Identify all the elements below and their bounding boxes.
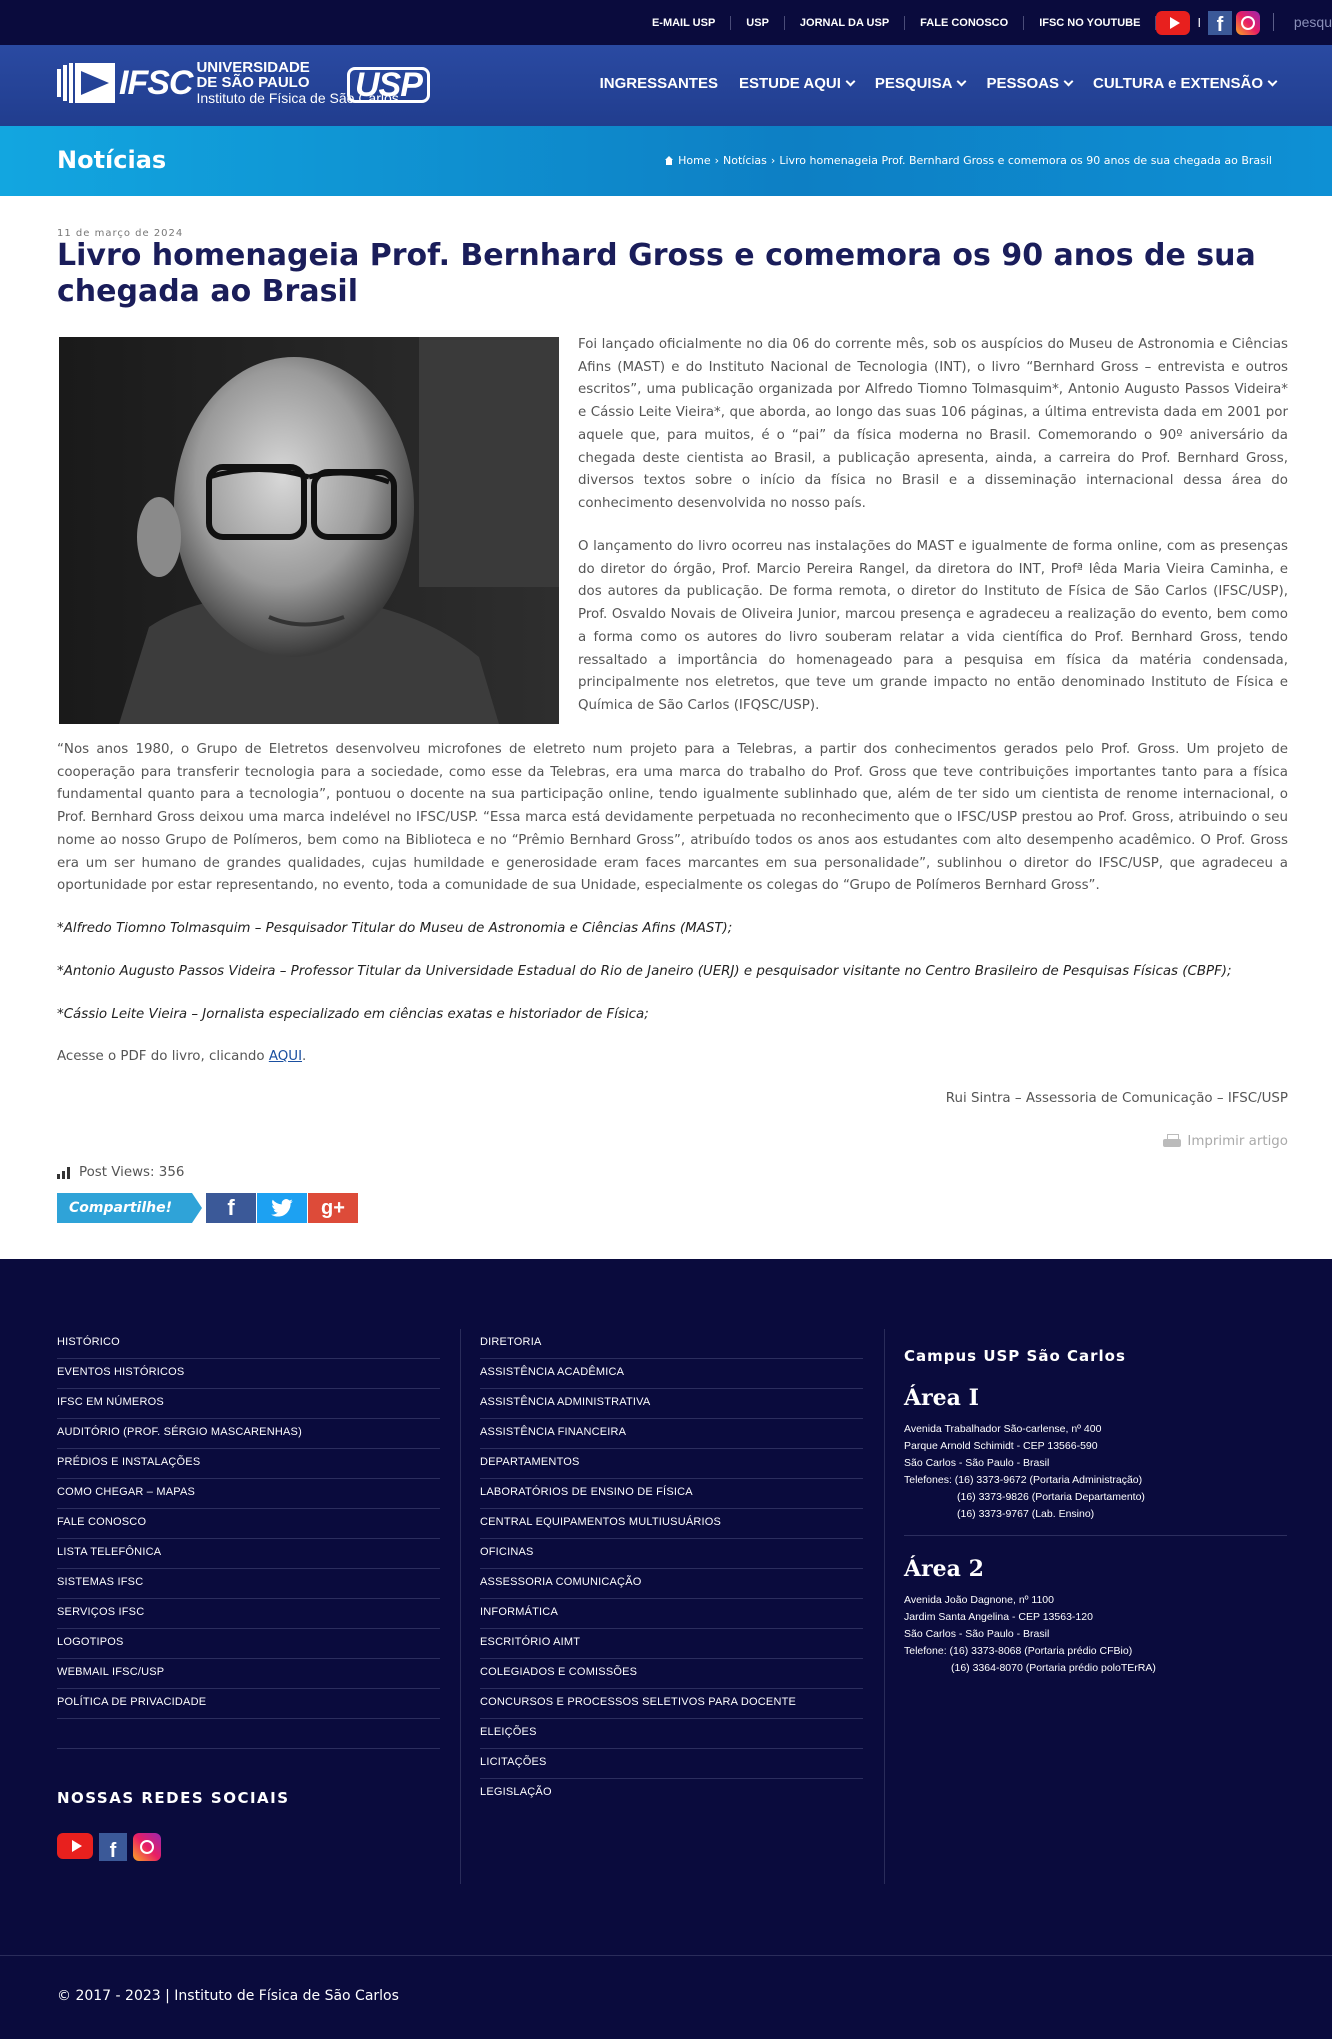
footer-social-icons [57,1833,161,1861]
footer-link[interactable]: LABORATÓRIOS DE ENSINO DE FÍSICA [480,1479,863,1509]
footer-link[interactable]: EVENTOS HISTÓRICOS [57,1359,440,1389]
usp-logo[interactable]: USP [347,67,430,103]
article-paragraph: Foi lançado oficialmente no dia 06 do corrente mês, sob os auspícios do Museu de Astronomia e Ciências Afins (MAST) e do Instituto Nacional de Tecnologia (INT), o livro “Bernhard Gross – entrevista e outros escritos”, uma publicação organizada por Alfredo Tiomno Tolmasquim*, Antonio Augusto Passos Videira* e Cássio Leite Vieira*, que aborda, ao longo das suas 106 páginas, a última entrevista dada em 2001 por aquele que, para muitos, é o “pai” da física moderna no Brasil. Comemorando o 90º aniversário da chegada deste cientista ao Brasil, a publicação apresenta, ainda, a carreira do Prof. Bernhard Gross, diversos textos sobre o início da física no Brasil e a disseminação internacional dessa área do conhecimento desenvolvida no nosso país. [578,337,1288,511]
footer-link[interactable]: LISTA TELEFÔNICA [57,1539,440,1569]
address-line: São Carlos - São Paulo - Brasil [904,1628,1050,1640]
logo-line-3: Instituto de Física de São Carlos [196,90,399,106]
footer-link[interactable]: FALE CONOSCO [57,1509,440,1539]
chevron-down-icon [957,77,967,87]
youtube-icon[interactable] [57,1833,93,1859]
footer-link[interactable]: ESCRITÓRIO AIMT [480,1629,863,1659]
footer-links-col2 [480,1329,863,1809]
address-line: São Carlos - São Paulo - Brasil [904,1457,1050,1469]
address-line: Parque Arnold Schimidt - CEP 13566-590 [904,1440,1098,1452]
nav-label: PESQUISA [874,75,953,92]
nav-label: INGRESSANTES [599,75,718,92]
main-header [0,45,1332,126]
address-line: (16) 3373-9767 (Lab. Ensino) [957,1508,1095,1520]
bar-chart-icon [57,1167,71,1179]
article-paragraph: O lançamento do livro ocorreu nas instalações do MAST e igualmente de forma online, com as presenças do diretor do órgão, Prof. Marcio Pereira Rangel, da diretora do INT, Profª Iêda Maria Vieira Caminha, e dos autores da publicação. De forma remota, o diretor do Instituto de Física de São Carlos (IFSC/USP), Prof. Osvaldo Novais de Oliveira Junior, marcou presença e agradeceu a realização do evento, bem como a forma como os autores do livro souberam relatar a vida científica do Prof. Bernhard Gross, tendo ressaltado a importância do homenageado para a pesquisa em física da matéria condensada, principalmente nos eletretos, que teve um grande impacto no então denominado Instituto de Física e Química de São Carlos (IFQSC/USP). [578,539,1288,713]
footer-link[interactable]: POLÍTICA DE PRIVACIDADE [57,1689,440,1719]
top-links [637,0,1260,45]
nav-label: CULTURA e EXTENSÃO [1092,75,1263,92]
chevron-down-icon [845,77,855,87]
post-views-text: Post Views: 356 [79,1165,185,1180]
footer-link[interactable]: ASSISTÊNCIA ADMINISTRATIVA [480,1389,863,1419]
chevron-right-icon: › [714,154,719,167]
footer-links-col1 [57,1329,440,1749]
footer-link[interactable]: LOGOTIPOS [57,1629,440,1659]
article-date: 11 de março de 2024 [57,228,184,239]
nav-cultura-extensao[interactable] [1093,75,1276,92]
share-googleplus-button[interactable]: g+ [308,1193,358,1223]
footer-link[interactable]: WEBMAIL IFSC/USP [57,1659,440,1689]
footnote: *Alfredo Tiomno Tolmasquim – Pesquisador Titular do Museu de Astronomia e Ciências Afins (MAST); [57,921,733,936]
article-paragraph: “Nos anos 1980, o Grupo de Eletretos desenvolveu microfones de eletreto num projeto para a Telebras, a partir dos conhecimentos gerados pelo Prof. Gross. Um projeto de cooperação para transferir tecnologia para a sociedade, como esse da Telebras, era uma marca do trabalho do Prof. Gross que teve contribuições importantes tanto para a física fundamental quanto para a tecnologia”, pontuou o docente na sua participação online, tendo igualmente sublinhado que, além de ter sido um cientista de renome internacional, o Prof. Bernhard Gross deixou uma marca indelével no IFSC/USP. “Essa marca está devidamente perpetuada no reconhecimento que o IFSC/USP prestou ao Prof. Gross, atribuindo o seu nome ao nosso Grupo de Polímeros, bem como na Biblioteca e no “Prêmio Bernhard Gross”, atribuído todos os anos aos estudantes com alto desempenho acadêmico. O Prof. Gross era um ser humano de grandes qualidades, cujas humildade e generosidade eram faces marcantes em sua personalidade”, sublinhou o diretor do IFSC/USP, que agradeceu a oportunidade por estar representando, no evento, toda a comunidade de sua Unidade, especialmente os colegas do “Grupo de Polímeros Bernhard Gross”. [57,742,1288,894]
youtube-icon[interactable] [1156,11,1190,35]
breadcrumb-noticias[interactable]: Notícias [723,154,767,167]
address-line: Jardim Santa Angelina - CEP 13563-120 [904,1611,1093,1623]
divider [904,1535,1287,1536]
share-facebook-button[interactable]: f [206,1193,256,1223]
instagram-icon[interactable] [133,1833,161,1861]
breadcrumb-home[interactable]: Home [678,154,711,167]
divider [0,1955,1332,1956]
facebook-icon[interactable]: f [99,1833,127,1861]
logo-ifsc-text: IFSC [119,64,193,102]
print-label: Imprimir artigo [1187,1134,1288,1149]
footer-link[interactable]: HISTÓRICO [57,1329,440,1359]
footnote: *Antonio Augusto Passos Videira – Professor Titular da Universidade Estadual do Rio de Janeiro (UERJ) e pesquisador visitante no Centro Brasileiro de Pesquisas Físicas (CBPF); [57,964,1232,979]
footer-link[interactable]: IFSC EM NÚMEROS [57,1389,440,1419]
portrait-photo [59,337,559,724]
address-line: (16) 3373-9826 (Portaria Departamento) [957,1491,1145,1503]
footer-divider [460,1329,461,1884]
social-title: NOSSAS REDES SOCIAIS [57,1789,290,1807]
nav-label: ESTUDE AQUI [738,75,841,92]
top-link-usp[interactable]: USP [731,16,785,30]
facebook-icon[interactable]: f [1208,11,1232,35]
footer-link[interactable]: ASSESSORIA COMUNICAÇÃO [480,1569,863,1599]
breadcrumb [664,154,1272,167]
nav-pessoas[interactable] [986,75,1072,92]
page-title-band [0,126,1332,196]
address-line: Telefones: (16) 3373-9672 (Portaria Administração) [904,1474,1143,1486]
top-link-email-usp[interactable]: E-MAIL USP [637,16,731,30]
share-twitter-button[interactable] [257,1193,307,1223]
area-1-address [904,1421,1287,1523]
instagram-icon[interactable] [1236,11,1260,35]
footer-link[interactable]: INFORMÁTICA [480,1599,863,1629]
post-views [57,1165,184,1180]
campus-info [904,1347,1287,1677]
footer-link[interactable]: CENTRAL EQUIPAMENTOS MULTIUSUÁRIOS [480,1509,863,1539]
nav-estude-aqui[interactable] [739,75,854,92]
pdf-prefix: Acesse o PDF do livro, clicando [57,1049,269,1064]
address-line: Telefone: (16) 3373-8068 (Portaria prédio CFBio) [904,1645,1133,1657]
print-button[interactable] [1163,1134,1288,1149]
nav-ingressantes[interactable] [600,75,718,92]
search-input[interactable]: pesqu [1293,14,1332,30]
footer-link[interactable]: ASSISTÊNCIA FINANCEIRA [480,1419,863,1449]
copyright: © 2017 - 2023 | Instituto de Física de São Carlos [57,1988,399,2004]
top-link-jornal-da-usp[interactable]: JORNAL DA USP [785,16,905,30]
address-line: (16) 3364-8070 (Portaria prédio poloTErRA) [951,1662,1156,1674]
footer-link[interactable]: DIRETORIA [480,1329,863,1359]
footer-link[interactable]: ELEIÇÕES [480,1719,863,1749]
campus-title: Campus USP São Carlos [904,1347,1126,1365]
footer [0,1259,1332,2039]
footer-link[interactable]: ASSISTÊNCIA ACADÊMICA [480,1359,863,1389]
breadcrumb-current: Livro homenageia Prof. Bernhard Gross e comemora os 90 anos de sua chegada ao Brasil [779,154,1272,167]
main-nav [600,75,1276,92]
footer-link[interactable]: CONCURSOS E PROCESSOS SELETIVOS PARA DOCENTE [480,1689,863,1719]
footer-link[interactable]: COMO CHEGAR – MAPAS [57,1479,440,1509]
footer-link[interactable]: SISTEMAS IFSC [57,1569,440,1599]
author-credit: Rui Sintra – Assessoria de Comunicação – IFSC/USP [945,1091,1288,1106]
article-title: Livro homenageia Prof. Bernhard Gross e comemora os 90 anos de sua chegada ao Brasil [57,238,1256,309]
printer-icon [1163,1134,1181,1149]
divider [1273,13,1274,31]
pdf-suffix: . [302,1049,307,1064]
area-2-address [904,1592,1287,1677]
footer-spacer [57,1719,440,1749]
footnote: *Cássio Leite Vieira – Jornalista especializado em ciências exatas e historiador de Física; [57,1007,649,1022]
address-line: Avenida Trabalhador São-carlense, nº 400 [904,1423,1102,1435]
chevron-down-icon [1268,77,1278,87]
address-line: Avenida João Dagnone, nº 1100 [904,1594,1054,1606]
separator: I [1197,15,1201,30]
footer-link[interactable]: OFICINAS [480,1539,863,1569]
pdf-link[interactable]: AQUI [268,1049,303,1064]
logo-line-2: DE SÃO PAULO [196,74,310,91]
footer-link[interactable]: SERVIÇOS IFSC [57,1599,440,1629]
chevron-down-icon [1064,77,1074,87]
area-2-title: Área 2 [904,1556,984,1582]
pdf-line [57,1049,306,1064]
nav-pesquisa[interactable] [875,75,966,92]
page-title: Notícias [57,146,167,174]
home-icon [664,156,674,165]
footer-link[interactable]: PRÉDIOS E INSTALAÇÕES [57,1449,440,1479]
ifsc-emblem-icon [57,61,117,105]
top-social-icons [1156,11,1260,35]
top-link-ifsc-no-youtube[interactable]: IFSC NO YOUTUBE [1024,16,1156,30]
share-label: Compartilhe! [57,1193,192,1223]
top-bar [0,0,1332,45]
share-bar [57,1193,358,1223]
footer-link[interactable]: AUDITÓRIO (PROF. SÉRGIO MASCARENHAS) [57,1419,440,1449]
footer-link[interactable]: LEGISLAÇÃO [480,1786,552,1798]
footer-link[interactable]: LICITAÇÕES [480,1749,863,1779]
twitter-icon [271,1199,293,1217]
top-link-fale-conosco[interactable]: FALE CONOSCO [905,16,1024,30]
nav-label: PESSOAS [986,75,1059,92]
logo-line-1: UNIVERSIDADE [196,59,310,76]
footer-link[interactable]: COLEGIADOS E COMISSÕES [480,1659,863,1689]
area-1-title: Área I [904,1385,979,1411]
footer-link[interactable]: DEPARTAMENTOS [480,1449,863,1479]
chevron-right-icon: › [770,154,776,167]
footer-divider [884,1329,885,1884]
